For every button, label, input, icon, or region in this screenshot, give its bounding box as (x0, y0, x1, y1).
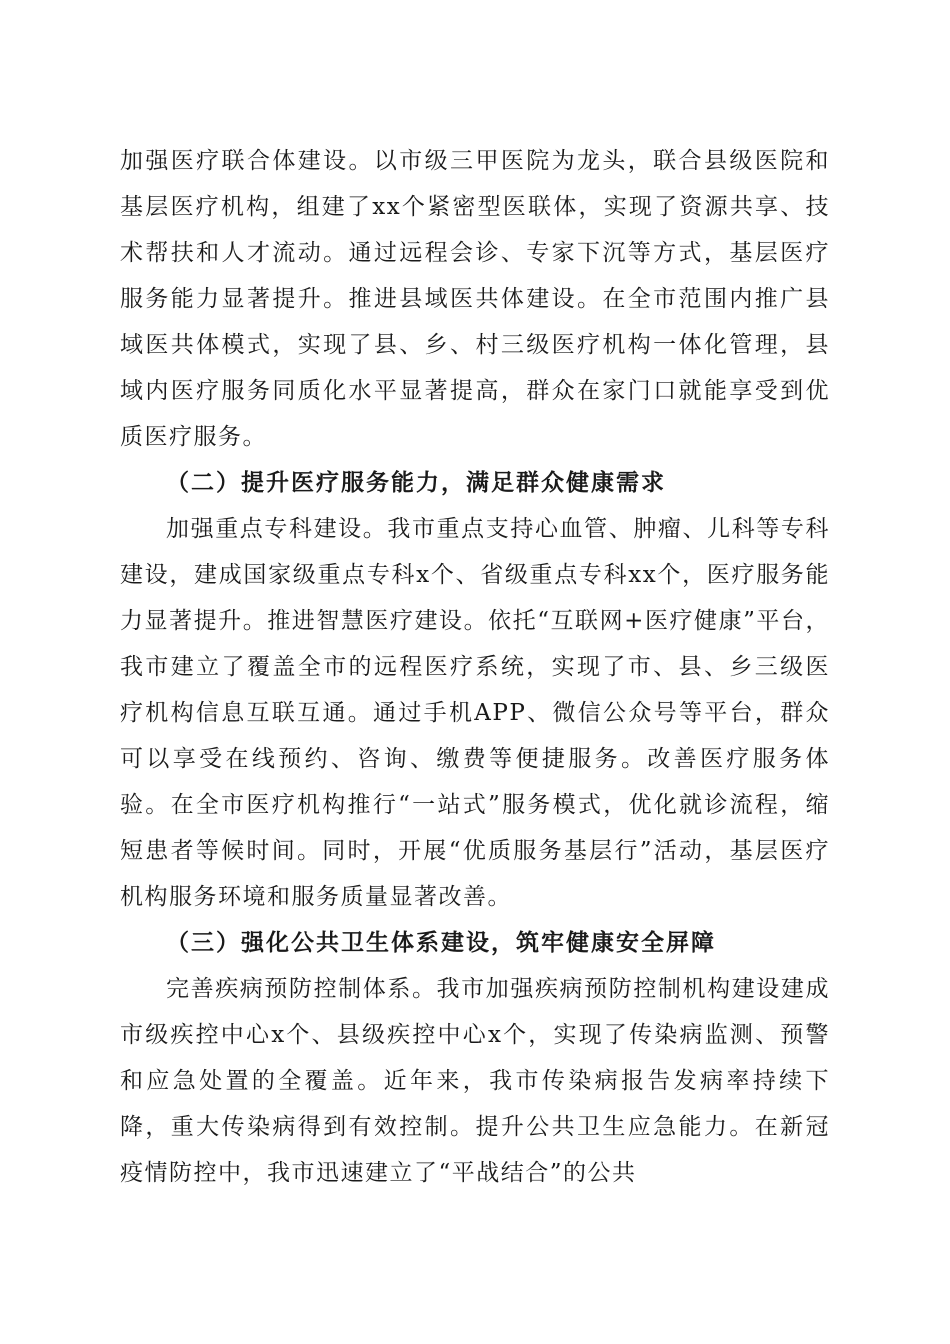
paragraph-medical-alliance: 加强医疗联合体建设。以市级三甲医院为龙头，联合县级医院和基层医疗机构，组建了xx个紧密型医联体，实现了资源共享、技术帮扶和人才流动。通过远程会诊、专家下沉等方式，基层医疗服务能力显著提升。推进县域医共体建设。在全市范围内推广县域医共体模式，实现了县、乡、村三级医疗机构一体化管理，县域内医疗服务同质化水平显著提高，群众在家门口就能享受到优质医疗服务。 (120, 148, 830, 450)
document-body (120, 138, 830, 1196)
paragraph-public-health: 完善疾病预防控制体系。我市加强疾病预防控制机构建设建成市级疾控中心x个、县级疾控中心x个，实现了传染病监测、预警和应急处置的全覆盖。近年来，我市传染病报告发病率持续下降，重大传染病得到有效控制。提升公共卫生应急能力。在新冠疫情防控中，我市迅速建立了“平战结合”的公共 (120, 976, 830, 1186)
paragraph-medical-service: 加强重点专科建设。我市重点支持心血管、肿瘤、儿科等专科建设，建成国家级重点专科x个、省级重点专科xx个，医疗服务能力显著提升。推进智慧医疗建设。依托“互联网+医疗健康”平台，我市建立了覆盖全市的远程医疗系统，实现了市、县、乡三级医疗机构信息互联互通。通过手机APP、微信公众号等平台，群众可以享受在线预约、咨询、缴费等便捷服务。改善医疗服务体验。在全市医疗机构推行“一站式”服务模式，优化就诊流程，缩短患者等候时间。同时，开展“优质服务基层行”活动，基层医疗机构服务环境和服务质量显著改善。 (120, 516, 830, 910)
section-heading-2: （二）提升医疗服务能力，满足群众健康需求 (166, 469, 666, 496)
section-heading-3: （三）强化公共卫生体系建设，筑牢健康安全屏障 (166, 929, 716, 956)
